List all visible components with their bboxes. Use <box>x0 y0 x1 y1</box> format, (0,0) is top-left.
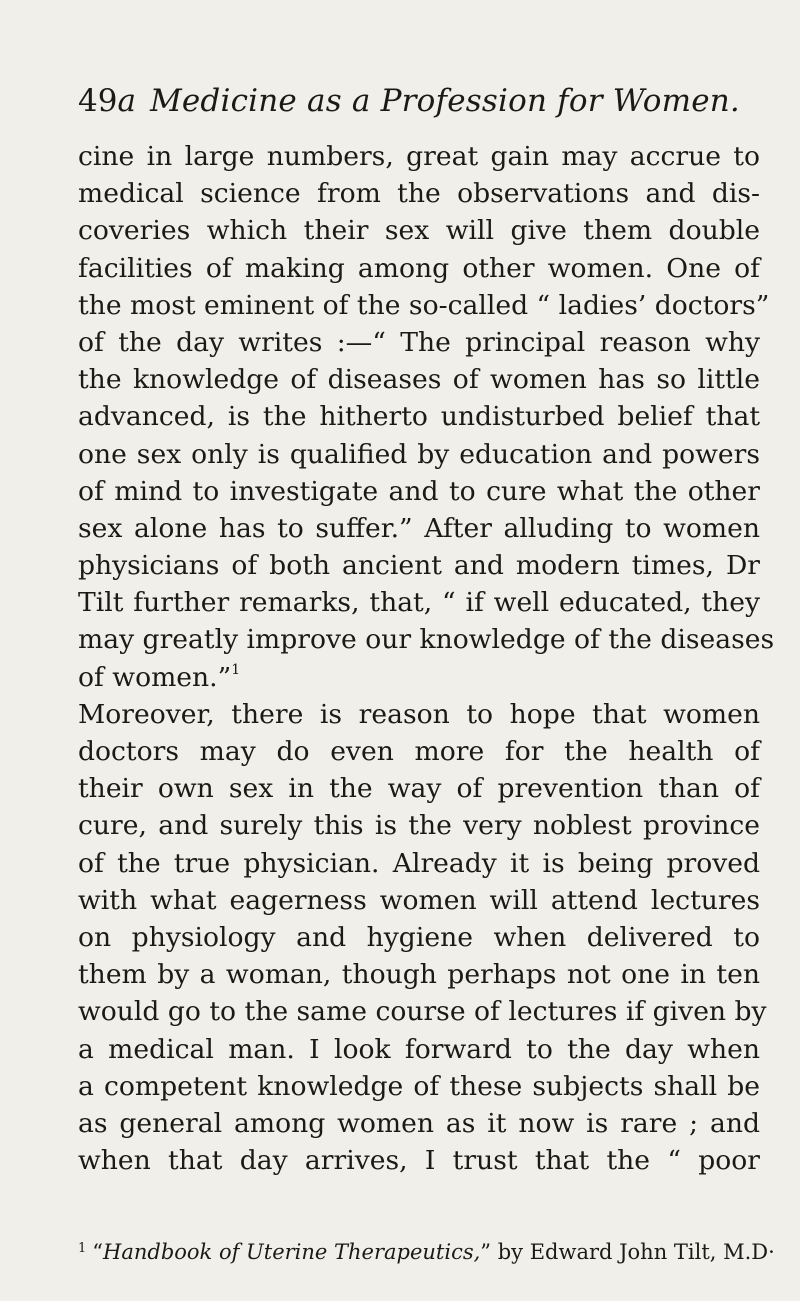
text-line: on physiology and hygiene when delivered to <box>78 921 760 953</box>
footnote-mark: 1 <box>78 1241 87 1256</box>
footnote <box>78 1235 775 1266</box>
text-line: their own sex in the way of prevention than of <box>78 773 760 805</box>
text-line: a competent knowledge of these subjects shall be <box>78 1070 760 1102</box>
text-line: of mind to investigate and to cure what the other <box>78 475 760 507</box>
text-line: of the true physician. Already it is being proved <box>78 847 760 879</box>
text-line-with-reference <box>78 659 760 696</box>
text-line: sex alone has to suffer.” After alluding to women <box>78 512 760 544</box>
text-line: physicians of both ancient and modern times, Dr <box>78 550 760 582</box>
text-line: one sex only is qualified by education and powers <box>78 438 760 470</box>
text-line: coveries which their sex will give them double <box>78 215 760 247</box>
text-line: Tilt further remarks, that, “ if well educated, they <box>78 587 760 619</box>
paragraph-first-line: Moreover, there is reason to hope that women <box>78 698 760 730</box>
text-line: cure, and surely this is the very noblest province <box>78 810 760 842</box>
text-line: doctors may do even more for the health of <box>78 736 760 767</box>
footnote-open-quote: “ <box>92 1240 104 1264</box>
text-line: with what eagerness women will attend lectures <box>78 884 760 916</box>
text-line: cine in large numbers, great gain may accrue to <box>78 141 760 172</box>
text-line: a medical man. I look forward to the day when <box>78 1033 760 1065</box>
text-line: facilities of making among other women. One of <box>78 252 760 284</box>
text-line: the knowledge of diseases of women has so little <box>78 364 760 396</box>
text-line: may greatly improve our knowledge of the diseases <box>78 624 775 656</box>
text-line: would go to the same course of lectures if given by <box>78 996 767 1028</box>
text-line: of the day writes :—“ The principal reason why <box>78 326 760 358</box>
text-line: as general among women as it now is rare ; and <box>78 1107 760 1139</box>
footnote-book-title: Handbook of Uterine Therapeutics, <box>103 1240 481 1264</box>
running-title: Medicine as a Profession for Women. <box>149 83 740 119</box>
text-line: when that day arrives, I trust that the “ poor <box>78 1145 760 1177</box>
footnote-reference: 1 <box>231 661 241 678</box>
body-text <box>78 138 775 1179</box>
text-line: them by a woman, though perhaps not one in ten <box>78 959 760 991</box>
text-line: medical science from the observations and dis- <box>78 178 760 210</box>
running-head <box>78 82 758 120</box>
page-number: 49a <box>78 83 136 119</box>
text-line: the most eminent of the so-called “ ladies’ doctors” <box>78 289 770 321</box>
text-fragment: of women.” <box>78 661 232 693</box>
footnote-citation: ” by Edward John Tilt, M.D· <box>480 1240 775 1264</box>
text-line: advanced, is the hitherto undisturbed belief that <box>78 401 760 433</box>
